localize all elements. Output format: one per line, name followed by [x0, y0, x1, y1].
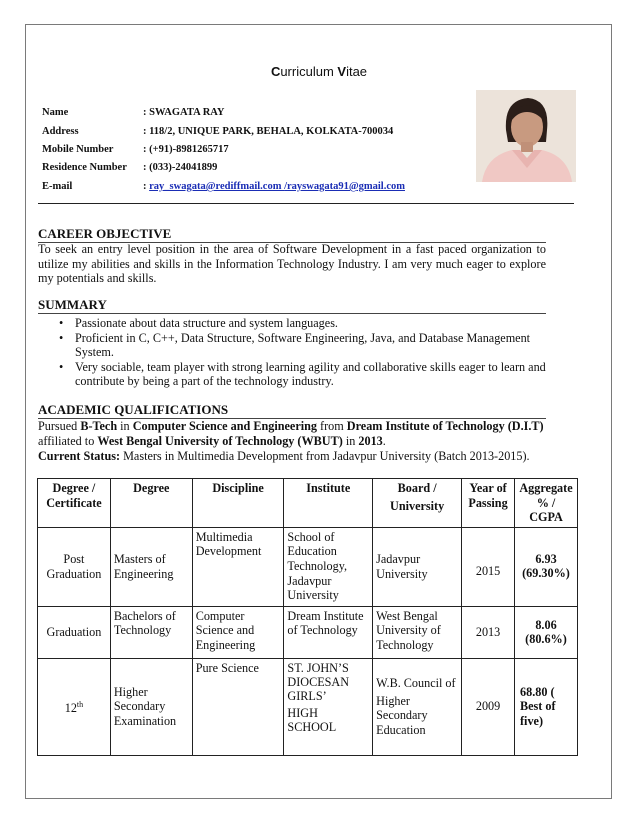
- header-institute: Institute: [284, 479, 373, 528]
- header-discipline: Discipline: [192, 479, 284, 528]
- mobile-label: Mobile Number: [42, 144, 114, 155]
- name-label: Name: [42, 107, 69, 118]
- cell-discipline: Computer Science and Engineering: [192, 606, 284, 658]
- residence-label: Residence Number: [42, 162, 127, 173]
- list-item: • Proficient in C, C++, Data Structure, Software Engineering, Java, and Database Management System.: [59, 330, 531, 360]
- cell-year: 2013: [462, 606, 515, 658]
- residence-value: : (033)-24041899: [143, 162, 218, 173]
- cell-institute: Dream Institute of Technology: [284, 606, 373, 658]
- list-item: • Passionate about data structure and system languages.: [59, 316, 338, 330]
- academic-summary: Pursued B-Tech in Computer Science and Engineering from Dream Institute of Technology (D.I.T) affiliated to West Bengal University of Technology (WBUT) in 2013.: [38, 419, 544, 448]
- cell-certificate: Graduation: [38, 606, 111, 658]
- summary-heading: SUMMARY: [38, 298, 546, 314]
- header-aggregate: Aggregate % / CGPA: [515, 479, 578, 528]
- header-board: Board / University: [373, 479, 462, 528]
- cv-title: Curriculum Vitae: [270, 64, 368, 79]
- cell-discipline: Pure Science: [192, 658, 284, 755]
- header-degree: Degree: [110, 479, 192, 528]
- cell-degree: Masters of Engineering: [110, 527, 192, 606]
- career-objective-text: To seek an entry level position in the area of Software Development in a fast paced organization to utilize my abilities and skills in the Information Technology Industry. I am very much eager to explore my potentials and skills.: [38, 242, 546, 286]
- cell-year: 2015: [462, 527, 515, 606]
- cell-aggregate: 8.06 (80.6%): [515, 606, 578, 658]
- current-status: Current Status: Masters in Multimedia Development from Jadavpur University (Batch 2013-2015).: [38, 449, 530, 463]
- cell-board: West Bengal University of Technology: [373, 606, 462, 658]
- cell-institute: ST. JOHN’S DIOCESAN GIRLS’ HIGH SCHOOL: [284, 658, 373, 755]
- qualifications-table: [37, 478, 578, 756]
- summary-list: [38, 316, 546, 389]
- cell-board: W.B. Council of Higher Secondary Education: [373, 658, 462, 755]
- header-degree-certificate: Degree / Certificate: [38, 479, 111, 528]
- cell-certificate: Post Graduation: [38, 527, 111, 606]
- table-header-row: [38, 479, 578, 528]
- header-divider: [38, 203, 574, 204]
- bullet-icon: •: [59, 359, 64, 374]
- cell-board: Jadavpur University: [373, 527, 462, 606]
- email-value: : ray_swagata@rediffmail.com /rayswagata91@gmail.com: [143, 181, 405, 192]
- table-row: [38, 658, 578, 755]
- address-label: Address: [42, 126, 79, 137]
- mobile-value: : (+91)-8981265717: [143, 144, 229, 155]
- table-row: [38, 527, 578, 606]
- cell-certificate: 12th: [38, 658, 111, 755]
- career-objective-heading: CAREER OBJECTIVE: [38, 227, 546, 243]
- cell-institute: School of Education Technology, Jadavpur University: [284, 527, 373, 606]
- cell-degree: Higher Secondary Examination: [110, 658, 192, 755]
- cell-aggregate: 6.93 (69.30%): [515, 527, 578, 606]
- address-value: : 118/2, UNIQUE PARK, BEHALA, KOLKATA-700034: [143, 126, 394, 137]
- name-value: : SWAGATA RAY: [143, 107, 225, 118]
- academic-heading: ACADEMIC QUALIFICATIONS: [38, 403, 546, 419]
- email-link-rediff[interactable]: ray_swagata@rediffmail.com: [149, 181, 285, 192]
- cell-aggregate: 68.80 ( Best of five): [515, 658, 578, 755]
- email-link-gmail[interactable]: rayswagata91@gmail.com: [287, 181, 405, 192]
- cell-year: 2009: [462, 658, 515, 755]
- header-year: Year of Passing: [462, 479, 515, 528]
- bullet-icon: •: [59, 316, 64, 330]
- bullet-icon: •: [59, 330, 64, 345]
- profile-photo: [476, 90, 576, 182]
- email-label: E-mail: [42, 181, 73, 192]
- cell-degree: Bachelors of Technology: [110, 606, 192, 658]
- profile-photo-image: [476, 90, 576, 182]
- table-row: [38, 606, 578, 658]
- list-item: • Very sociable, team player with strong learning agility and collaborative skills eager to learn and contribute by being a part of the technology industry.: [59, 359, 546, 389]
- cell-discipline: Multimedia Development: [192, 527, 284, 606]
